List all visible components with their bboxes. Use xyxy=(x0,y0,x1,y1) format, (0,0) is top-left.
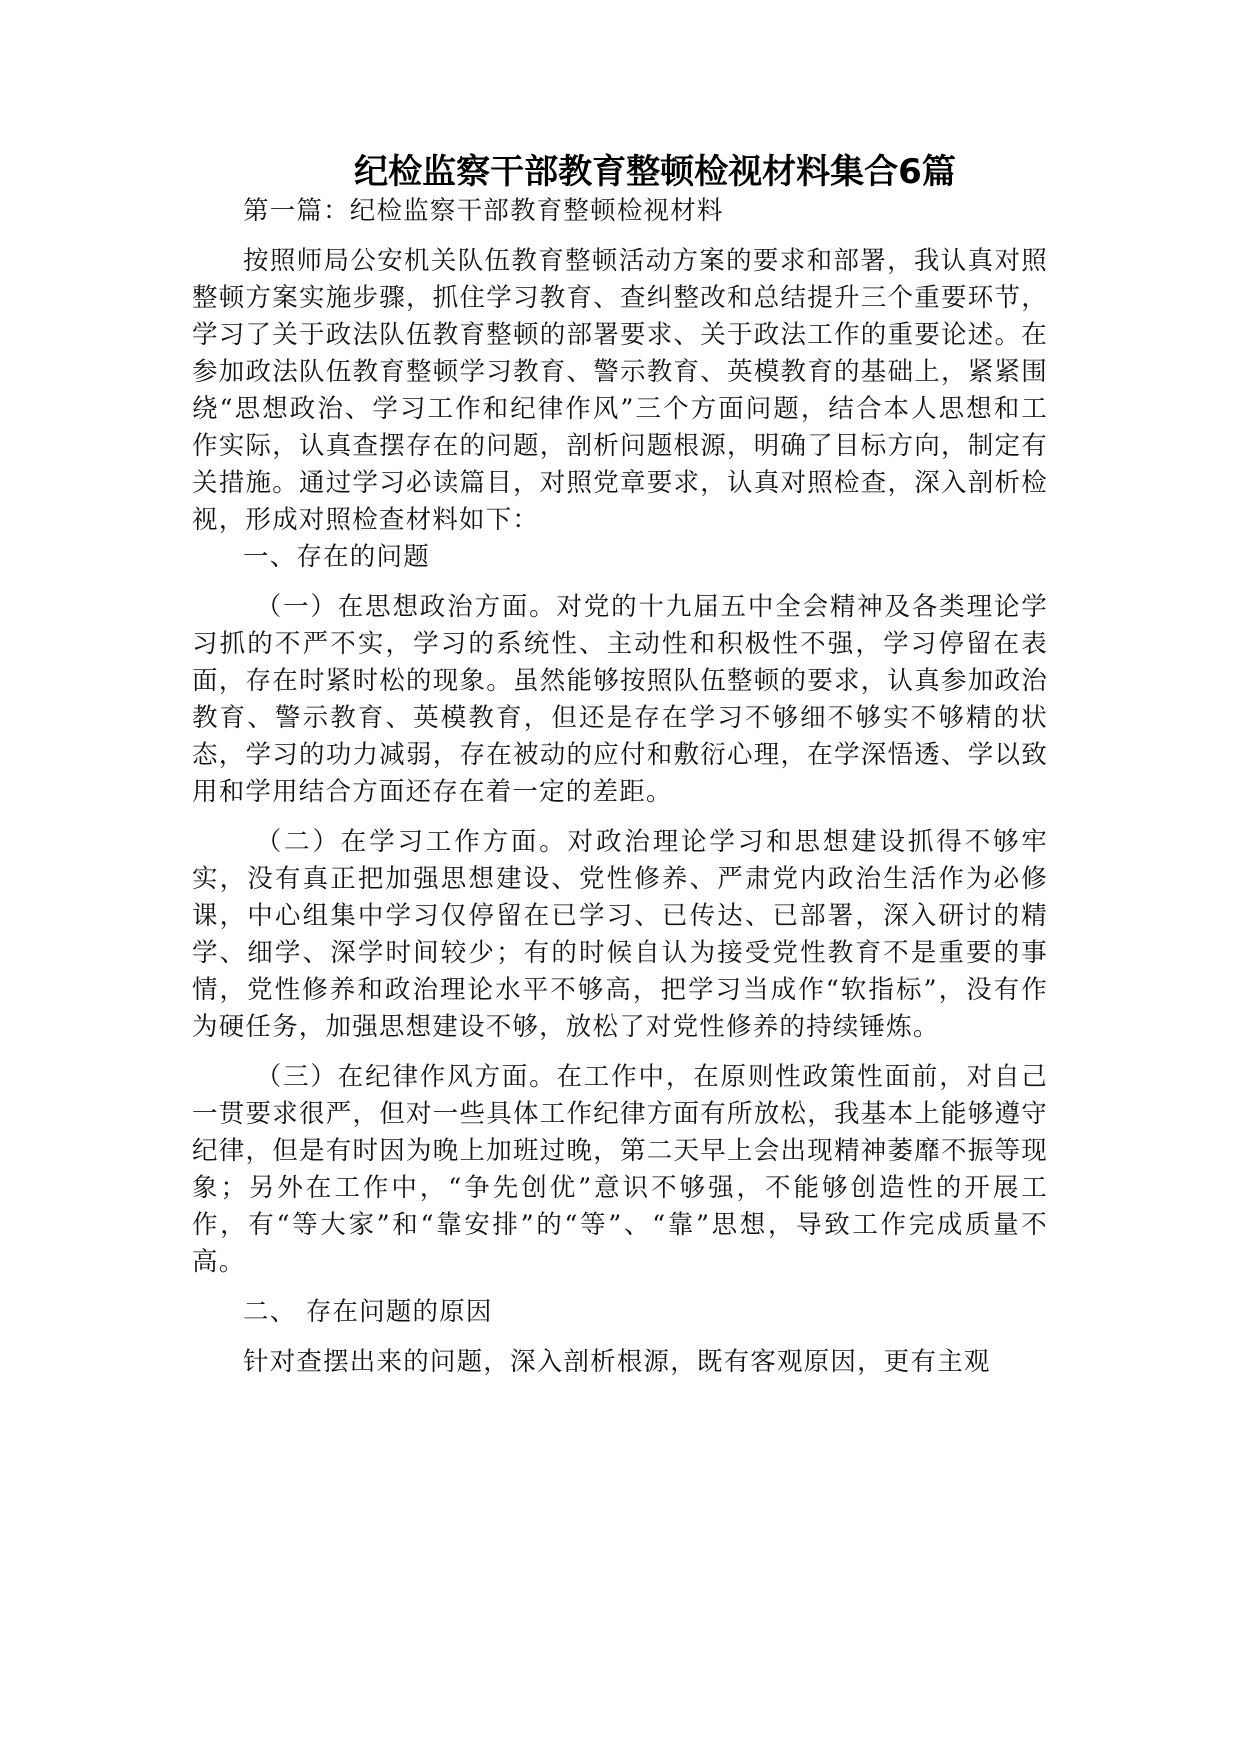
document-body xyxy=(192,193,1048,1381)
problem-item-1: （一）在思想政治方面。对党的十九届五中全会精神及各类理论学习抓的不严不实，学习的系统性、主动性和积极性不强，学习停留在表面，存在时紧时松的现象。虽然能够按照队伍整顿的要求，认真参加政治教育、警示教育、英模教育，但还是存在学习不够细不够实不够精的状态，学习的功力减弱，存在被动的应付和敷衍心理，在学深悟透、学以致用和学用结合方面还存在着一定的差距。 xyxy=(192,592,1048,807)
subtitle: 第一篇：纪检监察干部教育整顿检视材料 xyxy=(243,196,724,226)
intro-paragraph: 按照师局公安机关队伍教育整顿活动方案的要求和部署，我认真对照整顿方案实施步骤，抓住学习教育、查纠整改和总结提升三个重要环节，学习了关于政法队伍教育整顿的部署要求、关于政法工作的重要论述。在参加政法队伍教育整顿学习教育、警示教育、英模教育的基础上，紧紧围绕“思想政治、学习工作和纪律作风”三个方面问题，结合本人思想和工作实际，认真查摆存在的问题，剖析问题根源，明确了目标方向，制定有关措施。通过学习必读篇目，对照党章要求，认真对照检查，深入剖析检视，形成对照检查材料如下： xyxy=(192,246,1048,535)
section-heading-problems: 一、存在的问题 xyxy=(243,542,430,572)
problem-item-3: （三）在纪律作风方面。在工作中，在原则性政策性面前，对自己一贯要求很严，但对一些具体工作纪律方面有所放松，我基本上能够遵守纪律，但是有时因为晚上加班过晚，第二天早上会出现精神萎靡不振等现象；另外在工作中，“争先创优”意识不够强，不能够创造性的开展工作，有“等大家”和“靠安排”的“等”、“靠”思想，导致工作完成质量不高。 xyxy=(192,1062,1048,1277)
causes-paragraph: 针对查摆出来的问题，深入剖析根源，既有客观原因，更有主观 xyxy=(243,1347,991,1377)
document-title: 纪检监察干部教育整顿检视材料集合6篇 xyxy=(354,152,956,192)
section-heading-causes: 二、 存在问题的原因 xyxy=(243,1297,493,1327)
problem-item-2: （二）在学习工作方面。对政治理论学习和思想建设抓得不够牢实，没有真正把加强思想建设、党性修养、严肃党内政治生活作为必修课，中心组集中学习仅停留在已学习、已传达、已部署，深入研讨的精学、细学、深学时间较少；有的时候自认为接受党性教育不是重要的事情，党性修养和政治理论水平不够高，把学习当成作“软指标”，没有作为硬任务，加强思想建设不够，放松了对党性修养的持续锤炼。 xyxy=(192,827,1048,1042)
